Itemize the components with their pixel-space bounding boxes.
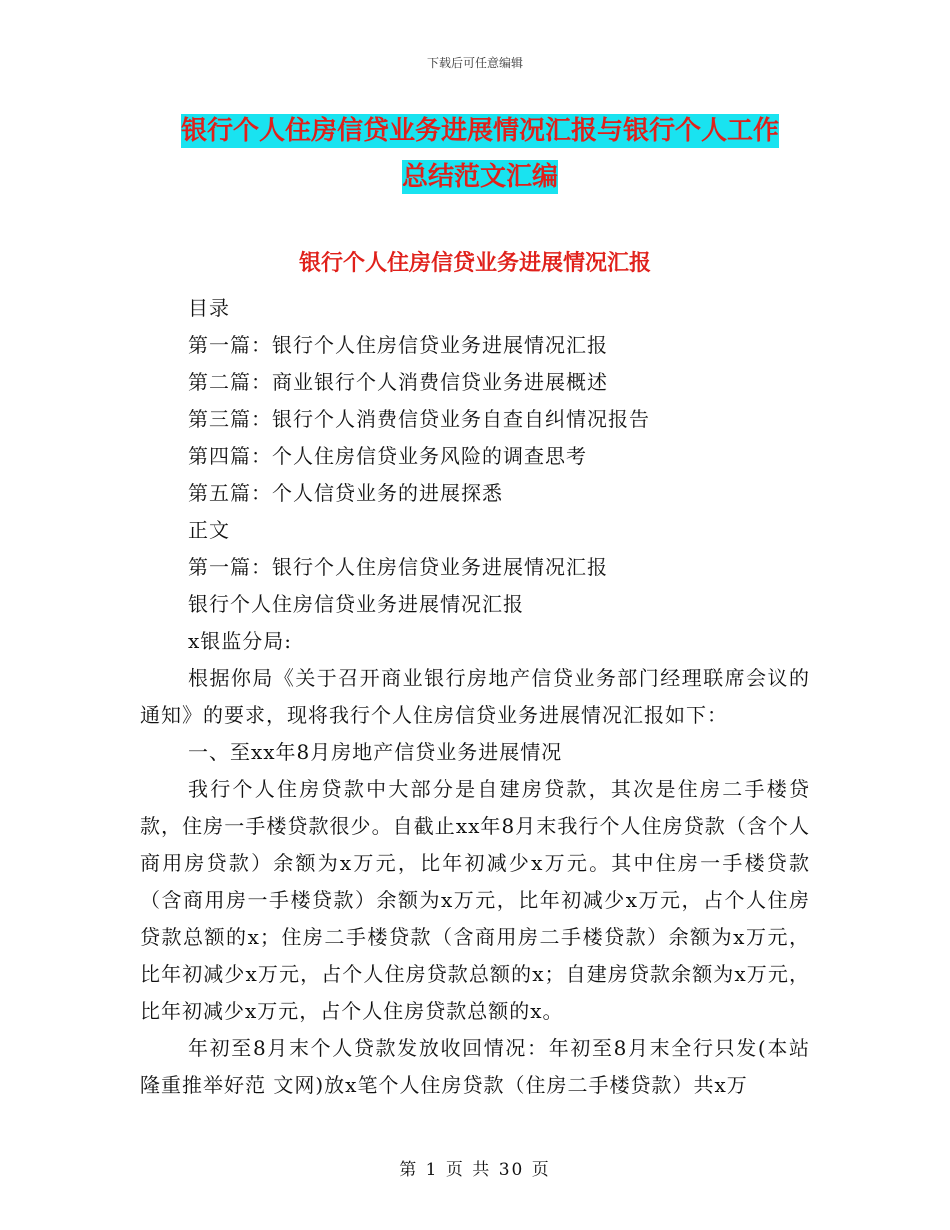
body-paragraph: 年初至8月末个人贷款发放收回情况：年初至8月末全行只发(本站隆重推举好范 文网)放x笔个人住房贷款（住房二手楼贷款）共x万 xyxy=(140,1036,810,1097)
toc-item: 第一篇：银行个人住房信贷业务进展情况汇报 xyxy=(188,333,608,357)
toc-item: 第五篇：个人信贷业务的进展探悉 xyxy=(188,481,503,505)
toc-item: 第三篇：银行个人消费信贷业务自查自纠情况报告 xyxy=(188,407,650,431)
section-heading: 一、至xx年8月房地产信贷业务进展情况 xyxy=(188,740,563,764)
toc-item: 第四篇：个人住房信贷业务风险的调查思考 xyxy=(188,444,587,468)
header-note: 下载后可任意编辑 xyxy=(426,56,523,70)
section-title: 银行个人住房信贷业务进展情况汇报 xyxy=(298,251,651,276)
body-paragraph: 根据你局《关于召开商业银行房地产信贷业务部门经理联席会议的通知》的要求，现将我行个人住房信贷业务进展情况汇报如下： xyxy=(140,666,810,727)
main-title-line1: 银行个人住房信贷业务进展情况汇报与银行个人工作 xyxy=(180,116,779,146)
page-footer: 第 1 页 共 30 页 xyxy=(399,1160,551,1180)
toc-item: 第二篇：商业银行个人消费信贷业务进展概述 xyxy=(188,370,608,394)
chapter-heading: 第一篇：银行个人住房信贷业务进展情况汇报 xyxy=(188,555,608,579)
main-title-line2: 总结范文汇编 xyxy=(401,162,558,192)
document-body xyxy=(140,290,810,1104)
report-title: 银行个人住房信贷业务进展情况汇报 xyxy=(188,592,524,616)
addressee: x银监分局: xyxy=(188,629,293,653)
toc-heading: 目录 xyxy=(188,296,230,320)
body-heading: 正文 xyxy=(188,518,230,542)
document-main-title xyxy=(140,108,820,200)
body-paragraph: 我行个人住房贷款中大部分是自建房贷款，其次是住房二手楼贷款，住房一手楼贷款很少。自截止xx年8月末我行个人住房贷款（含个人商用房贷款）余额为x万元，比年初减少x万元。其中住房一手楼贷款（含商用房一手楼贷款）余额为x万元，比年初减少x万元，占个人住房贷款总额的x；住房二手楼贷款（含商用房二手楼贷款）余额为x万元，比年初减少x万元，占个人住房贷款总额的x；自建房贷款余额为x万元，比年初减少x万元，占个人住房贷款总额的x。 xyxy=(140,777,810,1023)
